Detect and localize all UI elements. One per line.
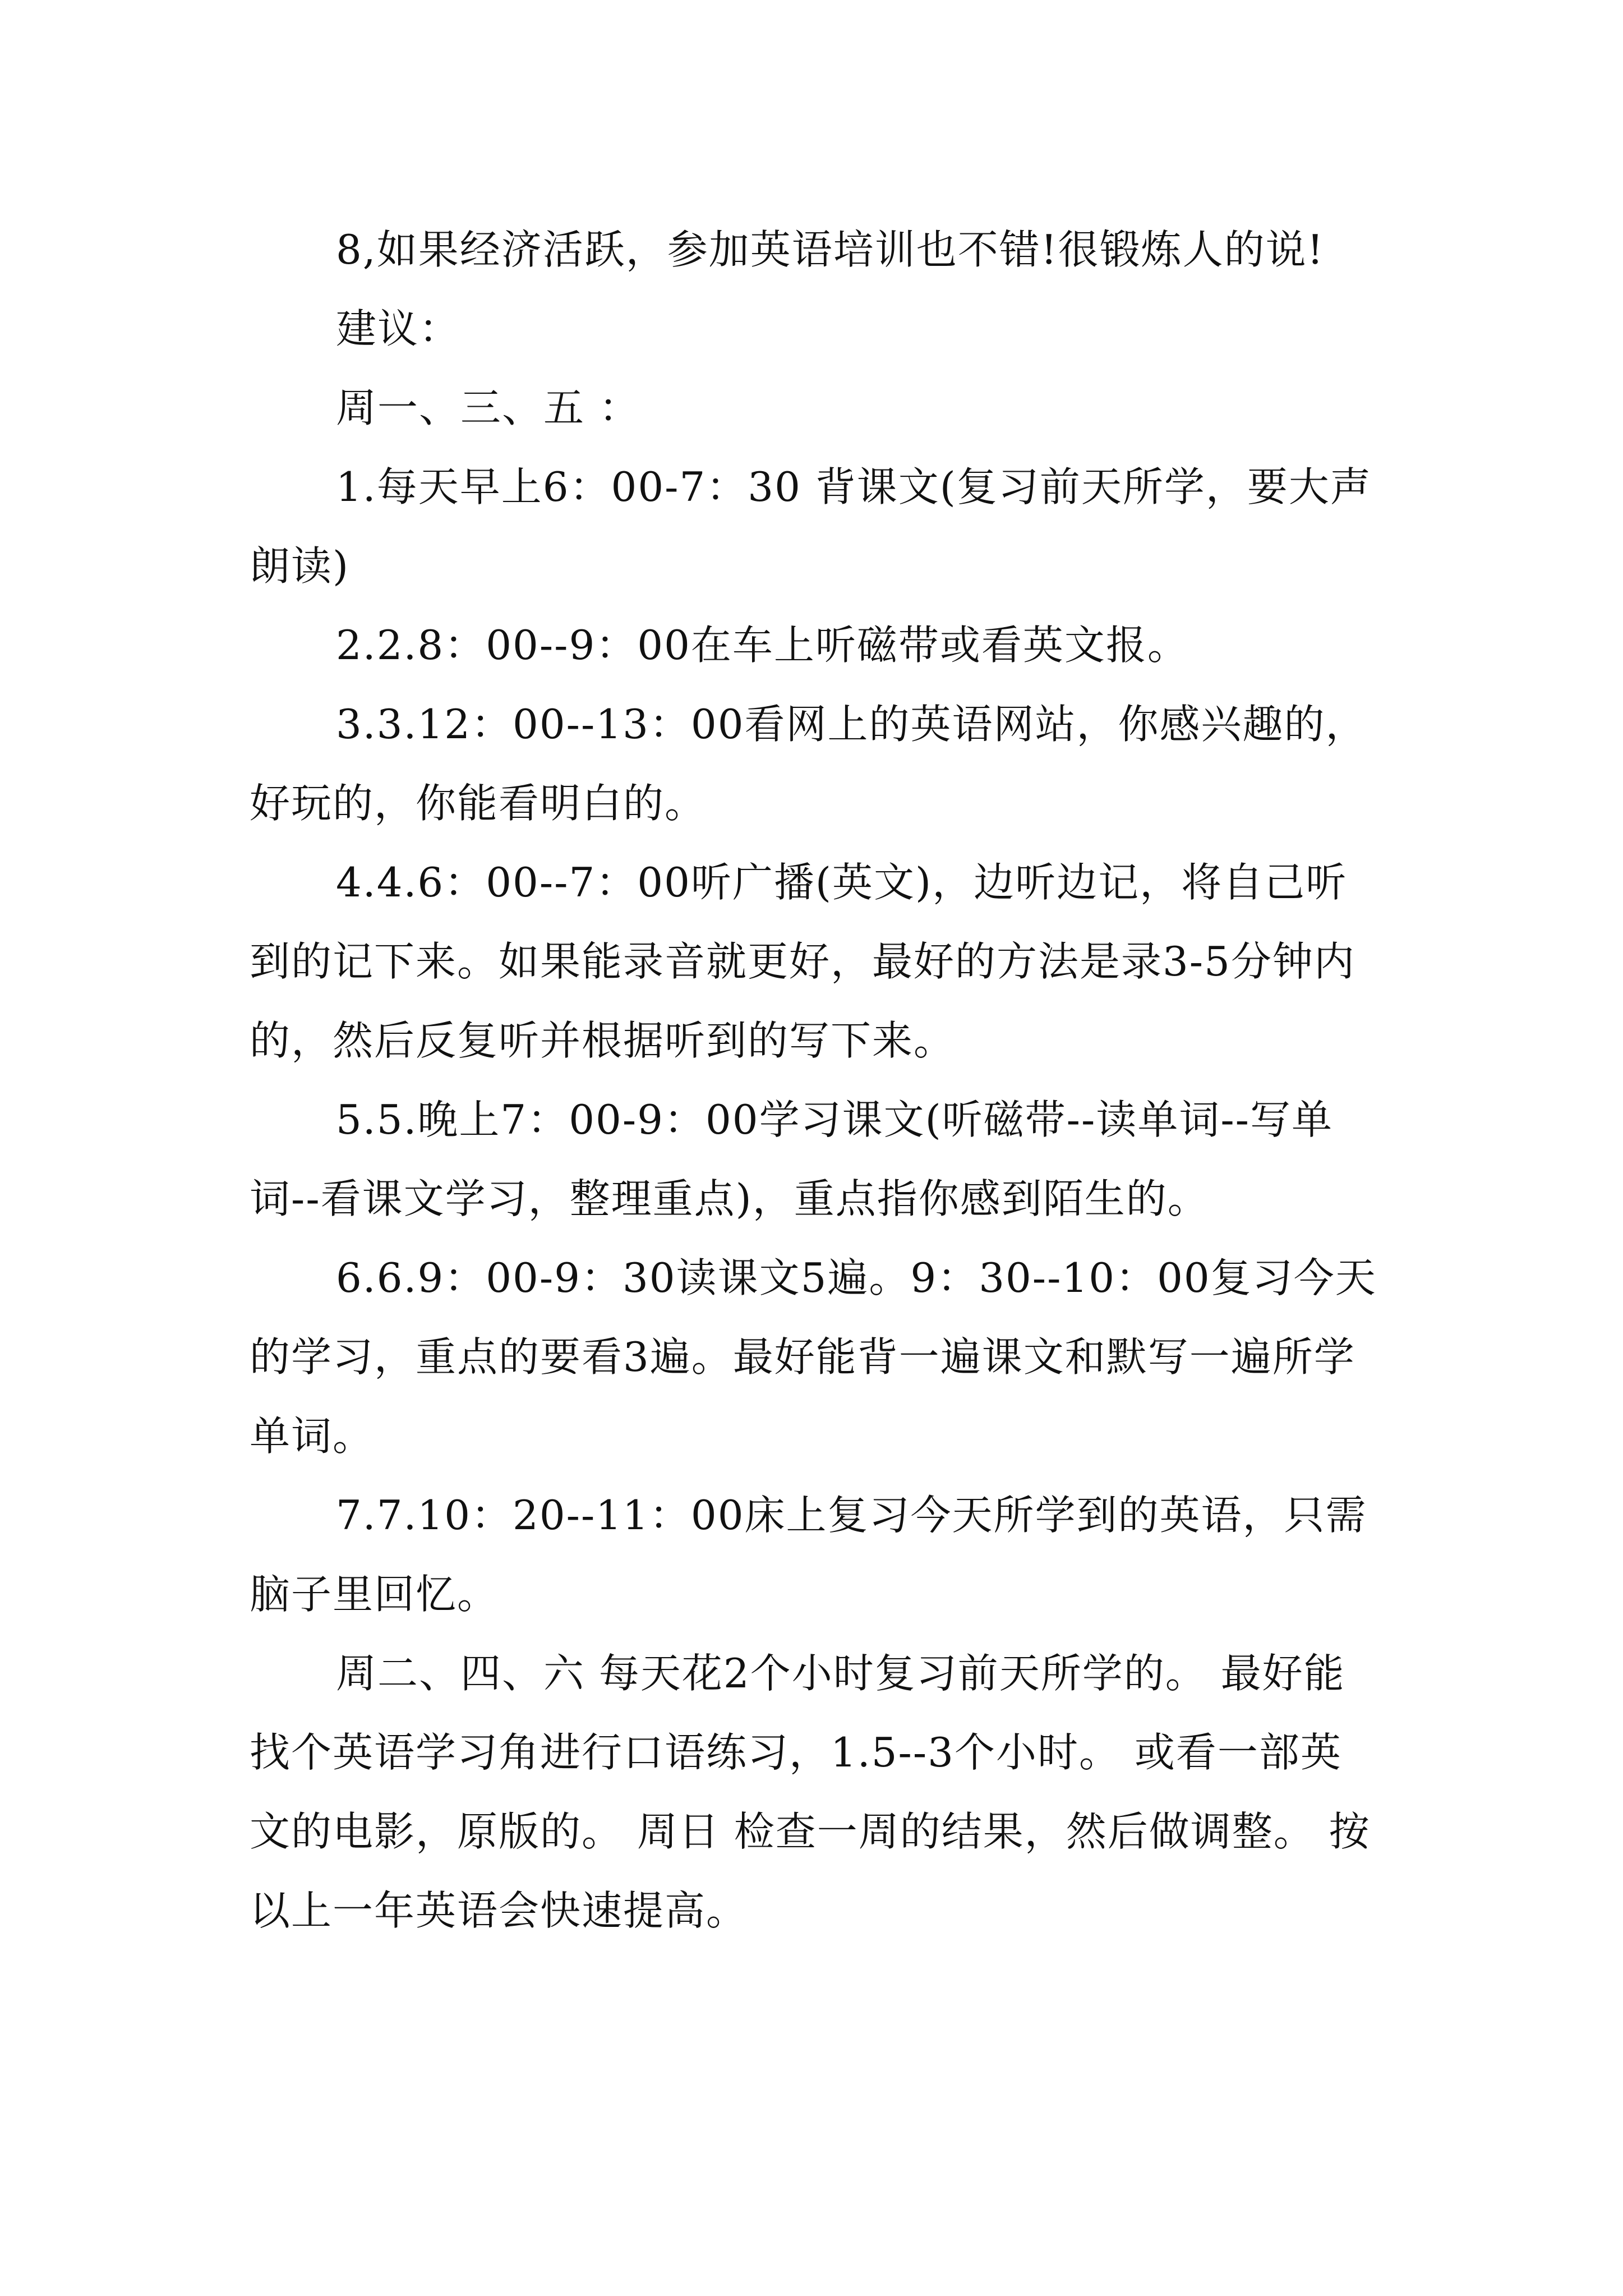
paragraph-step-6: 6.6.9：00-9：30读课文5遍。9：30--10：00复习今天的学习，重点的要看3遍。最好能背一遍课文和默写一遍所学单词。 (250, 1254, 1377, 1460)
paragraph-step-5: 5.5.晚上7：00-9：00学习课文(听磁带--读单词--写单词--看课文学习，整理重点)，重点指你感到陌生的。 (250, 1096, 1333, 1222)
document-body (250, 210, 1377, 1950)
paragraph-step-2: 2.2.8：00--9：00在车上听磁带或看英文报。 (336, 622, 1189, 669)
paragraph-suggestion-heading: 建议： (336, 305, 461, 352)
paragraph-step-3: 3.3.12：00--13：00看网上的英语网站，你感兴趣的，好玩的，你能看明白的。 (250, 701, 1367, 827)
paragraph-tip-8: 8,如果经济活跃，参加英语培训也不错!很锻炼人的说! (336, 226, 1325, 273)
paragraph-step-7: 7.7.10：20--11：00床上复习今天所学到的英语，只需脑子里回忆。 (250, 1492, 1367, 1618)
paragraph-mon-wed-fri-heading: 周一、三、五 ： (336, 384, 640, 431)
paragraph-step-1: 1.每天早上6：00-7：30 背课文(复习前天所学，要大声朗读) (250, 463, 1372, 590)
paragraph-step-4: 4.4.6：00--7：00听广播(英文)，边听边记，将自己听到的记下来。如果能录音就更好，最好的方法是录3-5分钟内的，然后反复听并根据听到的写下来。 (250, 859, 1355, 1064)
paragraph-tue-thu-sat: 周二、四、六 每天花2个小时复习前天所学的。 最好能找个英语学习角进行口语练习，1.5--3个小时。 或看一部英文的电影，原版的。 周日 检查一周的结果，然后做调整。 按以上一年英语会快速提高。 (250, 1650, 1371, 1934)
